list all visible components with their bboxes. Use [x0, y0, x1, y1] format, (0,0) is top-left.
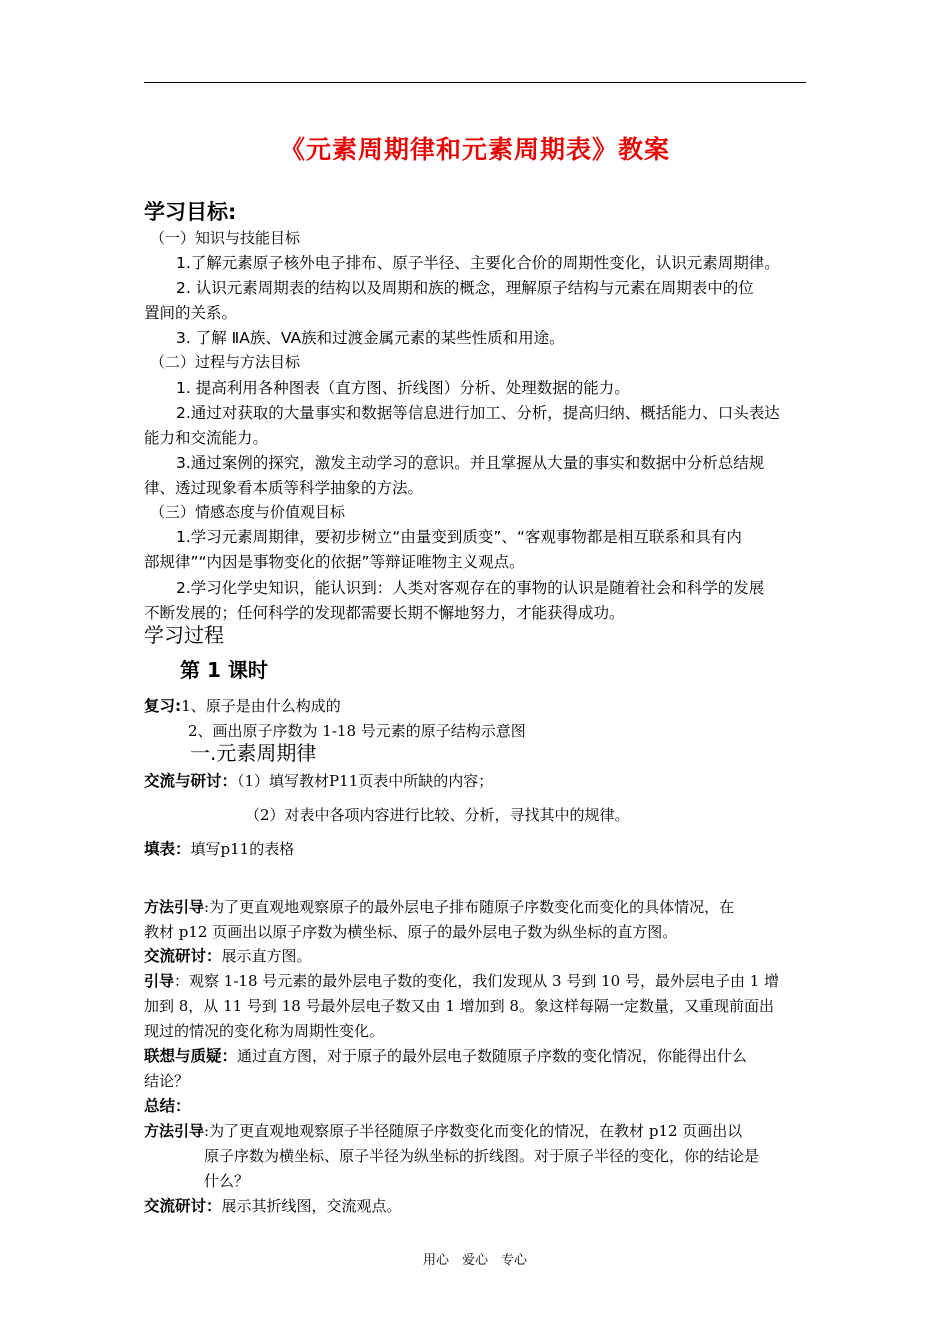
- method-text: 教材 p12 页画出以原子序数为横坐标、原子的最外层电子数为纵坐标的直方图。: [144, 923, 678, 941]
- exchange-label: 交流与研讨：: [144, 772, 238, 790]
- page-footer: 用心 爱心 专心: [422, 1253, 527, 1268]
- exchange-text: 展示直方图。: [221, 947, 312, 965]
- objective-item: 2.通过对获取的大量事实和数据等信息进行加工、分析，提高归纳、概括能力、口头表达: [176, 404, 780, 422]
- method-text: :为了更直观地观察原子的最外层电子排布随原子序数变化而变化的具体情况，在: [204, 898, 735, 916]
- section-heading-process: （二）过程与方法目标: [150, 353, 301, 371]
- exchange-label: 交流研讨：: [144, 1197, 222, 1215]
- section-heading-values: （三）情感态度与价值观目标: [150, 503, 346, 521]
- exchange-item: （2）对表中各项内容进行比较、分析，寻找其中的规律。: [245, 806, 630, 824]
- objective-item: 律、透过现象看本质等科学抽象的方法。: [144, 479, 424, 497]
- review-item: 1、原子是由什么构成的: [181, 697, 341, 715]
- exchange-text: 展示其折线图，交流观点。: [221, 1197, 402, 1215]
- objective-item: 1. 提高利用各种图表（直方图、折线图）分析、处理数据的能力。: [176, 379, 630, 397]
- header-rule: [144, 82, 806, 83]
- objective-item: 部规律”“内因是事物变化的依据”等辩证唯物主义观点。: [144, 553, 525, 571]
- lesson-heading: 第 1 课时: [180, 658, 268, 682]
- objective-item: 1.了解元素原子核外电子排布、原子半径、主要化合价的周期性变化，认识元素周期律。: [176, 254, 780, 272]
- fill-label: 填表：: [144, 840, 191, 858]
- review-label: 复习:: [144, 697, 182, 715]
- method-label: 方法引导: [144, 1122, 205, 1140]
- objective-item: 不断发展的；任何科学的发现都需要长期不懈地努力，才能获得成功。: [144, 604, 625, 622]
- method-text: 原子序数为横坐标、原子半径为纵坐标的折线图。对于原子半径的变化，你的结论是: [204, 1147, 760, 1165]
- summary-label: 总结：: [144, 1097, 191, 1115]
- objective-item: 置间的关系。: [144, 304, 238, 322]
- guide-text: 现过的情况的变化称为周期性变化。: [144, 1022, 385, 1040]
- think-text: 结论？: [144, 1072, 190, 1090]
- section-heading-knowledge: （一）知识与技能目标: [150, 229, 301, 247]
- fill-text: 填写p11的表格: [190, 840, 295, 858]
- objective-item: 1.学习元素周期律，要初步树立“由量变到质变”、“客观事物都是相互联系和具有内: [176, 528, 742, 546]
- guide-label: 引导: [144, 972, 175, 990]
- method-label: 方法引导: [144, 898, 205, 916]
- objective-item: 2.学习化学史知识，能认识到：人类对客观存在的事物的认识是随着社会和科学的发展: [176, 579, 765, 597]
- process-heading: 学习过程: [144, 623, 224, 647]
- section-heading-periodic-law: 一.元素周期律: [190, 741, 317, 765]
- guide-text: 加到 8，从 11 号到 18 号最外层电子数又由 1 增加到 8。象这样每隔一定数量，又重现前面出: [144, 997, 774, 1015]
- objective-item: 3. 了解 ⅡA族、VA族和过渡金属元素的某些性质和用途。: [176, 329, 565, 347]
- document-title: 《元素周期律和元素周期表》教案: [279, 135, 670, 164]
- exchange-item: （1）填写教材P11页表中所缺的内容；: [237, 772, 494, 790]
- method-text: 什么？: [204, 1172, 250, 1190]
- objective-item: 2. 认识元素周期表的结构以及周期和族的概念，理解原子结构与元素在周期表中的位: [176, 279, 754, 297]
- objective-item: 3.通过案例的探究，激发主动学习的意识。并且掌握从大量的事实和数据中分析总结规: [176, 454, 765, 472]
- exchange-label: 交流研讨：: [144, 947, 222, 965]
- method-text: :为了更直观地观察原子半径随原子序数变化而变化的情况，在教材 p12 页画出以: [204, 1122, 743, 1140]
- think-text: 通过直方图，对于原子的最外层电子数随原子序数的变化情况，你能得出什么: [237, 1047, 748, 1065]
- guide-text: ：观察 1-18 号元素的最外层电子数的变化，我们发现从 3 号到 10 号，最外层电子由 1 增: [174, 972, 780, 990]
- review-item: 2、画出原子序数为 1-18 号元素的原子结构示意图: [188, 722, 526, 740]
- think-label: 联想与质疑：: [144, 1047, 238, 1065]
- objective-item: 能力和交流能力。: [144, 429, 269, 447]
- objectives-heading: 学习目标:: [144, 200, 237, 224]
